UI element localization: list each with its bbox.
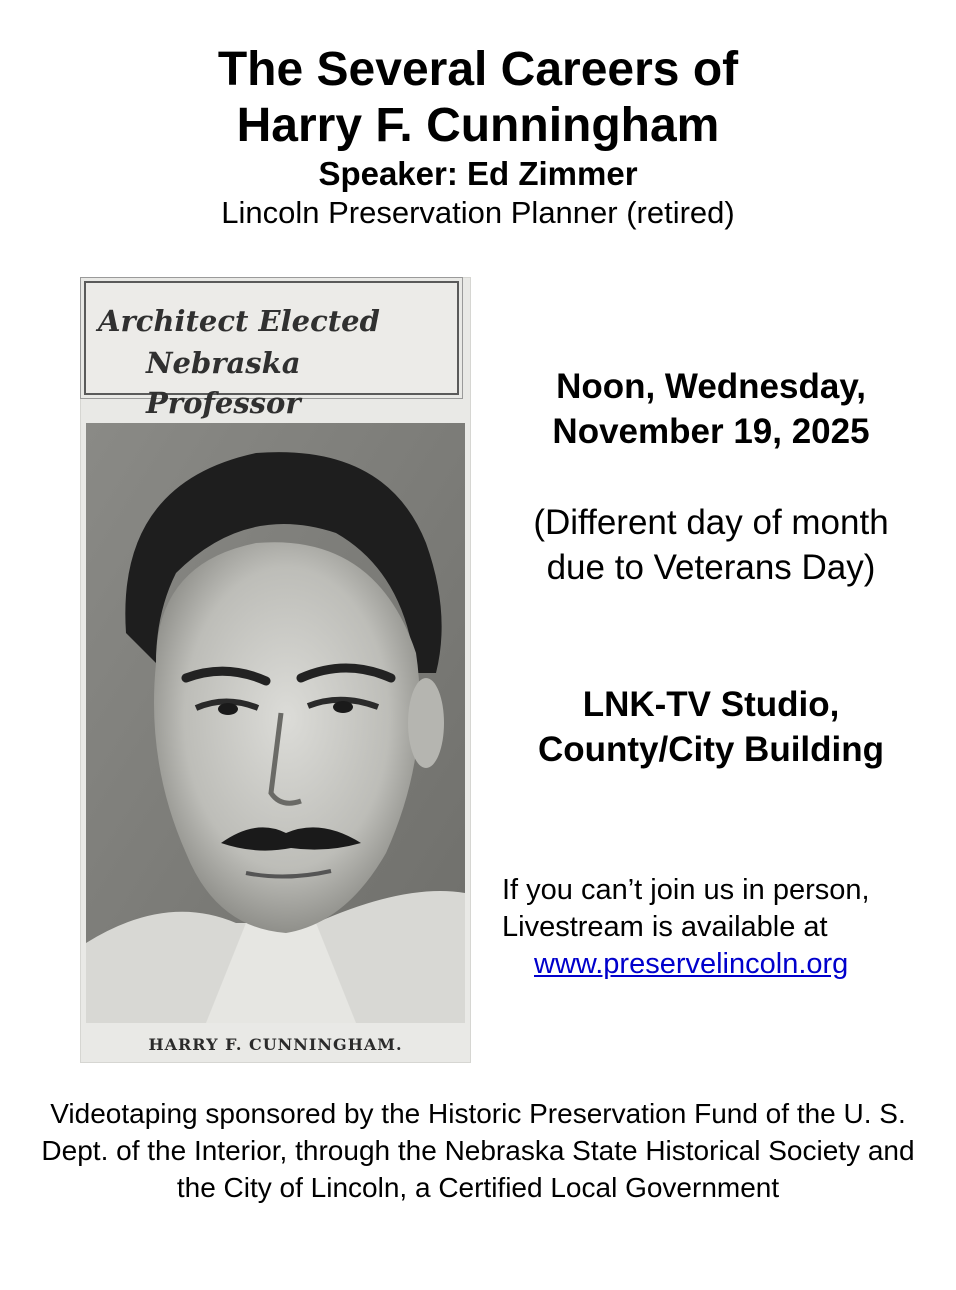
portrait-photo (86, 423, 465, 1023)
event-note-line-2: due to Veterans Day) (546, 548, 876, 587)
sponsor-footer: Videotaping sponsored by the Historic Preservation Fund of the U. S. Dept. of the Interior, through the Nebraska State Historical Society and the City of Lincoln, a Certified Local Government (41, 1098, 915, 1203)
event-venue-line-2: County/City Building (537, 730, 885, 769)
event-time-line-1: Noon, Wednesday, (556, 367, 866, 406)
livestream-line-2: Livestream is available at (502, 911, 828, 943)
clipping-headline-line-2: Nebraska Professor (146, 346, 301, 420)
event-datetime (480, 364, 942, 454)
speaker-role: Lincoln Preservation Planner (retired) (221, 195, 735, 230)
event-note (480, 500, 942, 590)
livestream-link[interactable]: www.preservelincoln.org (534, 948, 849, 980)
newspaper-clipping (80, 277, 471, 1063)
portrait-photo-illustration (86, 423, 465, 1023)
event-note-line-1: (Different day of month (533, 503, 889, 542)
event-venue-line-1: LNK-TV Studio, (582, 685, 840, 724)
title-line-2: Harry F. Cunningham (236, 99, 720, 152)
clipping-headline-line-1: Architect Elected (98, 304, 380, 338)
clipping-caption: HARRY F. CUNNINGHAM. (148, 1035, 403, 1054)
speaker-line: Speaker: Ed Zimmer (318, 155, 638, 192)
clipping-headline-box (84, 281, 459, 420)
event-time-line-2: November 19, 2025 (552, 412, 870, 451)
title-line-1: The Several Careers of (217, 43, 739, 96)
livestream-line-1: If you can’t join us in person, (502, 874, 870, 906)
livestream-info (502, 872, 942, 983)
flyer-header (0, 42, 956, 232)
event-venue (480, 682, 942, 772)
